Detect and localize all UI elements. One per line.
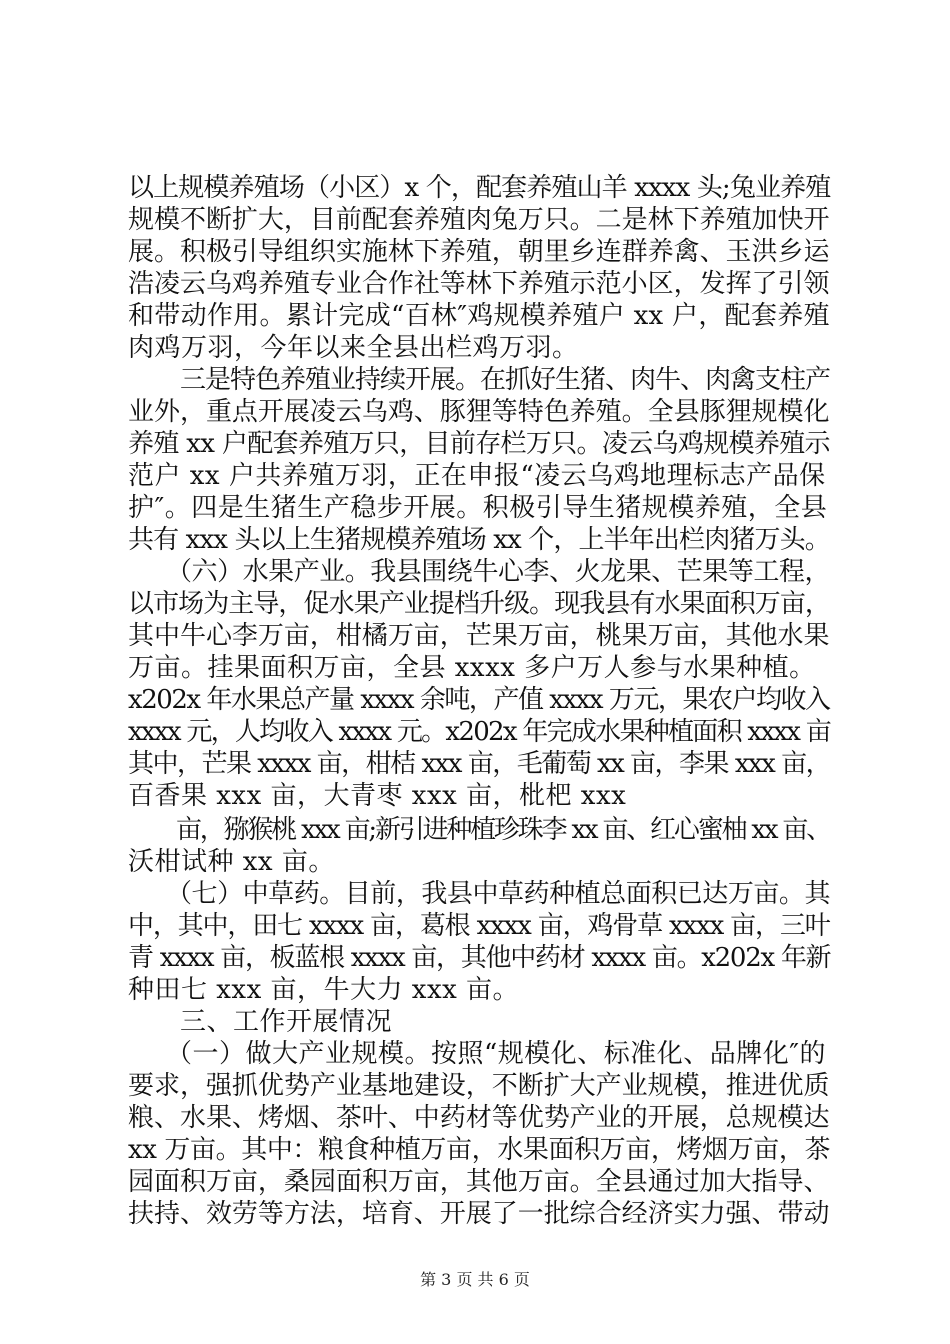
text-line: 护″。四是生猪生产稳步开展。积极引导生猪规模养殖，全县 — [128, 493, 828, 523]
text-line: xxxx 元，人均收入 xxxx 元。x202x 年完成水果种植面积 xxxx 亩 — [128, 717, 830, 747]
text-line: 万亩。挂果面积万亩，全县 xxxx 多户万人参与水果种植。 — [128, 653, 816, 683]
text-line: x202x 年水果总产量 xxxx 余吨，产值 xxxx 万元，果农户均收入 — [128, 685, 830, 715]
text-line: （七）中草药。目前，我县中草药种植总面积已达万亩。其 — [166, 879, 831, 909]
text-line: 粮、水果、烤烟、茶叶、中药材等优势产业的开展，总规模达 — [128, 1103, 830, 1133]
text-line: 以市场为主导，促水果产业提档升级。现我县有水果面积万亩， — [128, 589, 831, 619]
text-line: （一）做大产业规模。按照“规模化、标准化、品牌化″的 — [166, 1039, 827, 1069]
text-line: 要求，强抓优势产业基地建设，不断扩大产业规模，推进优质 — [128, 1071, 830, 1101]
section-heading: 三、工作开展情况 — [180, 1007, 393, 1037]
text-line: 园面积万亩，桑园面积万亩，其他万亩。全县通过加大指导、 — [128, 1167, 830, 1197]
text-line: 中，其中，田七 xxxx 亩，葛根 xxxx 亩，鸡骨草 xxxx 亩，三叶 — [128, 911, 830, 941]
text-line: 以上规模养殖场（小区）x 个，配套养殖山羊 xxxx 头;兔业养殖 — [128, 173, 831, 203]
text-line: 和带动作用。累计完成“百林″鸡规模养殖户 xx 户，配套养殖 — [128, 301, 830, 331]
text-line: 扶持、效劳等方法，培育、开展了一批综合经济实力强、带动 — [128, 1199, 830, 1229]
text-line: 三是特色养殖业持续开展。在抓好生猪、肉牛、肉禽支柱产 — [180, 365, 831, 395]
text-line: xx 万亩。其中：粮食种植万亩，水果面积万亩，烤烟万亩，茶 — [128, 1135, 831, 1165]
text-line: 种田七 xxx 亩，牛大力 xxx 亩。 — [128, 975, 520, 1005]
text-line: 其中，芒果 xxxx 亩，柑桔 xxx 亩，毛葡萄 xx 亩，李果 xxx 亩， — [128, 749, 831, 779]
text-line: 其中牛心李万亩，柑橘万亩，芒果万亩，桃果万亩，其他水果 — [128, 621, 830, 651]
text-line: （六）水果产业。我县围绕牛心李、火龙果、芒果等工程， — [166, 557, 831, 587]
text-line: 百香果 xxx 亩，大青枣 xxx 亩，枇杷 xxx — [128, 781, 627, 811]
text-line: 养殖 xx 户配套养殖万只，目前存栏万只。凌云乌鸡规模养殖示 — [128, 429, 830, 459]
text-line: 沃柑试种 xx 亩。 — [128, 847, 335, 877]
text-line: 共有 xxx 头以上生猪规模养殖场 xx 个，上半年出栏肉猪万头。 — [128, 525, 830, 555]
text-line: 青 xxxx 亩，板蓝根 xxxx 亩，其他中药材 xxxx 亩。x202x 年新 — [128, 943, 831, 973]
text-line: 浩凌云乌鸡养殖专业合作社等林下养殖示范小区，发挥了引领 — [128, 269, 830, 299]
text-line: 范户 xx 户共养殖万羽，正在申报“凌云乌鸡地理标志产品保 — [128, 461, 826, 491]
text-line: 亩，猕猴桃 xxx 亩;新引进种植珍珠李 xx 亩、红心蜜柚 xx 亩、 — [176, 815, 830, 845]
text-line: 业外，重点开展凌云乌鸡、豚狸等特色养殖。全县豚狸规模化 — [128, 397, 830, 427]
text-line: 规模不断扩大，目前配套养殖肉兔万只。二是林下养殖加快开 — [128, 205, 830, 235]
page-footer: 第 3 页 共 6 页 — [420, 1270, 530, 1289]
text-line: 肉鸡万羽，今年以来全县出栏鸡万羽。 — [128, 333, 579, 363]
text-line: 展。积极引导组织实施林下养殖，朝里乡连群养禽、玉洪乡运 — [128, 237, 830, 267]
